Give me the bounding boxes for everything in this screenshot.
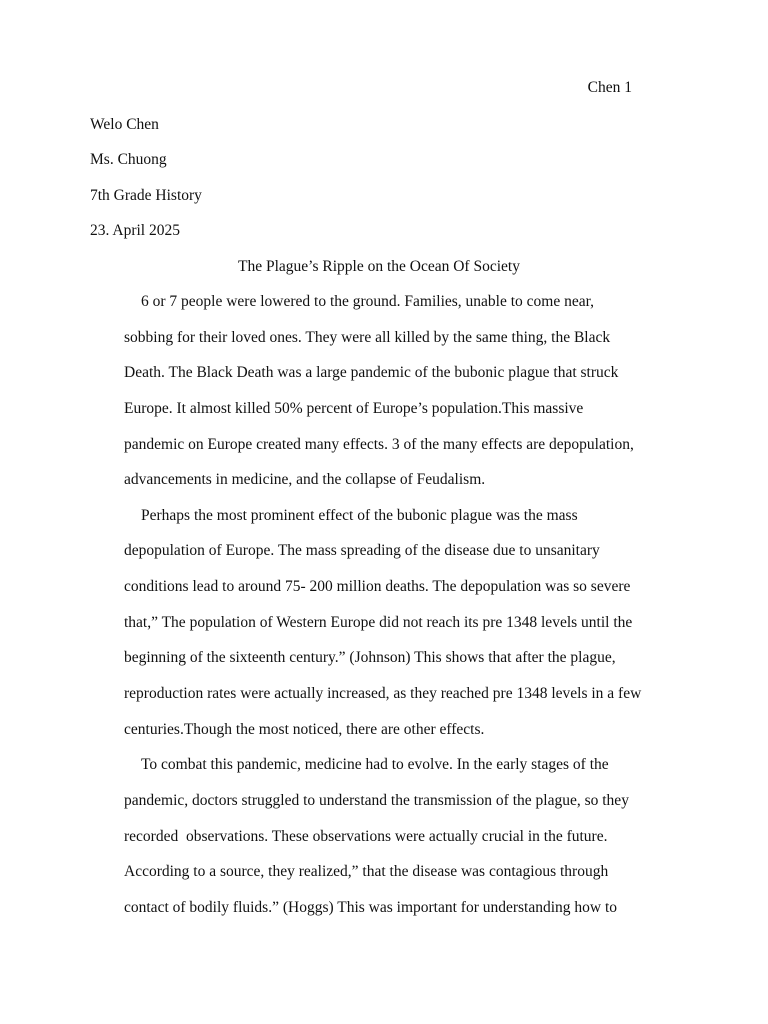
- essay-body: [124, 293, 644, 935]
- paragraph-line: recorded observations. These observations were actually crucial in the future.: [124, 827, 608, 845]
- page-header: Chen 1: [587, 79, 632, 96]
- paragraph-line: Perhaps the most prominent effect of the bubonic plague was the mass: [141, 506, 578, 524]
- paragraph-line: beginning of the sixteenth century.” (Johnson) This shows that after the plague,: [124, 649, 616, 667]
- paragraph-line: contact of bodily fluids.” (Hoggs) This was important for understanding how to: [124, 898, 618, 916]
- essay-title: The Plague’s Ripple on the Ocean Of Society: [238, 258, 520, 275]
- paragraph-line: conditions lead to around 75- 200 million deaths. The depopulation was so severe: [124, 578, 631, 596]
- paragraph-line: To combat this pandemic, medicine had to evolve. In the early stages of the: [141, 756, 609, 774]
- teacher-name: Ms. Chuong: [90, 151, 167, 168]
- essay-date: 23. April 2025: [90, 222, 180, 239]
- course-name: 7th Grade History: [90, 187, 202, 204]
- paragraph-line: sobbing for their loved ones. They were all killed by the same thing, the Black: [124, 328, 611, 346]
- paragraph-line: pandemic, doctors struggled to understand the transmission of the plague, so they: [124, 791, 629, 809]
- paragraph-line: Europe. It almost killed 50% percent of Europe’s population.This massive: [124, 399, 584, 417]
- paragraph-line: advancements in medicine, and the collapse of Feudalism.: [124, 471, 486, 489]
- paragraph-line: Death. The Black Death was a large pandemic of the bubonic plague that struck: [124, 364, 619, 382]
- paragraph-line: that,” The population of Western Europe did not reach its pre 1348 levels until the: [124, 613, 633, 631]
- paragraph-line: According to a source, they realized,” that the disease was contagious through: [124, 863, 609, 881]
- paragraph-line: 6 or 7 people were lowered to the ground. Families, unable to come near,: [141, 293, 595, 310]
- paragraph-line: pandemic on Europe created many effects. 3 of the many effects are depopulation,: [124, 435, 634, 453]
- student-name: Welo Chen: [90, 116, 159, 133]
- paragraph-line: reproduction rates were actually increased, as they reached pre 1348 levels in a few: [124, 685, 642, 703]
- paragraph-line: centuries.Though the most noticed, there are other effects.: [124, 720, 485, 738]
- paragraph-line: depopulation of Europe. The mass spreading of the disease due to unsanitary: [124, 542, 600, 560]
